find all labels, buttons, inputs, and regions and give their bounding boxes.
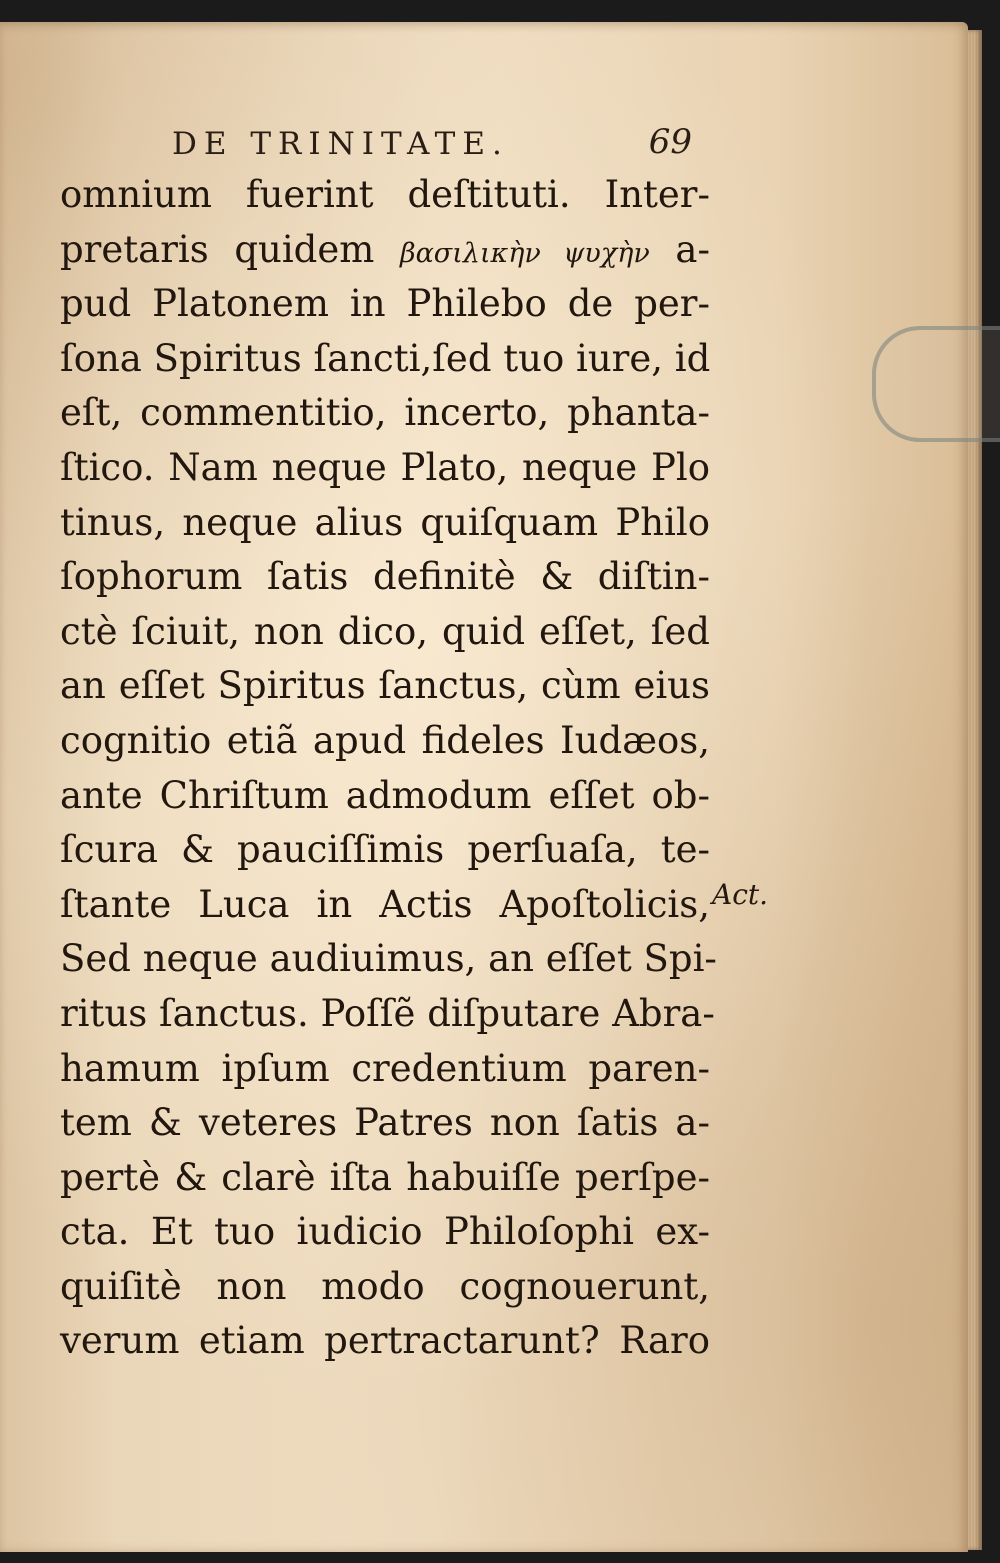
book-page [0,22,968,1552]
text-line: cta. Et tuo iudicio Philoſophi ex- [60,1210,710,1254]
text-line-end: a- [649,227,710,271]
text-line: pertè & clarè iſta habuiſſe perſpe- [60,1155,710,1199]
text-line [60,223,710,278]
paper-clip [872,326,1000,442]
text-line: ſtico. Nam neque Plato, neque Plo [60,445,710,489]
greek-phrase: βασιλικὴν ψυχὴν [399,237,650,269]
text-line: verum etiam pertractarunt? Raro [60,1319,710,1363]
text-line-start: pretaris quidem [60,227,400,271]
text-line: ctè ſciuit, non dico, quid eſſet, ſed [60,609,710,653]
text-line: pud Platonem in Philebo de per- [60,282,710,326]
text-line: ante Chriſtum admodum eſſet ob- [60,773,710,817]
text-line: ſophorum ſatis definitè & diſtin- [60,555,710,599]
text-line: hamum ipſum credentium paren- [60,1046,710,1090]
text-line: omnium fuerint deſtituti. Inter- [60,173,710,216]
text-line: tinus, neque alius quiſquam Philo [60,500,710,544]
text-line: Sed neque audiuimus, an eſſet Spi- [60,937,717,981]
text-line: tem & veteres Patres non ſatis a- [60,1101,710,1145]
body-text [60,168,717,1369]
text-line: an eſſet Spiritus ſanctus, cùm eius [60,664,710,708]
text-line: ritus ſanctus. Poſſẽ diſputare Abra- [60,991,715,1035]
page-number: 69 [648,122,692,162]
margin-note: Act. [712,878,769,911]
running-title: DE TRINITATE. [172,126,509,162]
text-line: quiſitè non modo cognouerunt, [60,1264,710,1308]
text-line: ſona Spiritus ſancti,ſed tuo iure, id [60,336,711,380]
text-line: ſtante Luca in Actis Apoſtolicis, [60,882,710,926]
text-line: eſt, commentitio, incerto, phanta- [60,391,710,435]
text-line: cognitio etiã apud fideles Iudæos, [60,718,710,762]
running-head [172,122,692,166]
page-fore-edge [968,30,982,1550]
text-line: ſcura & pauciſſimis perſuaſa, te- [60,828,710,872]
